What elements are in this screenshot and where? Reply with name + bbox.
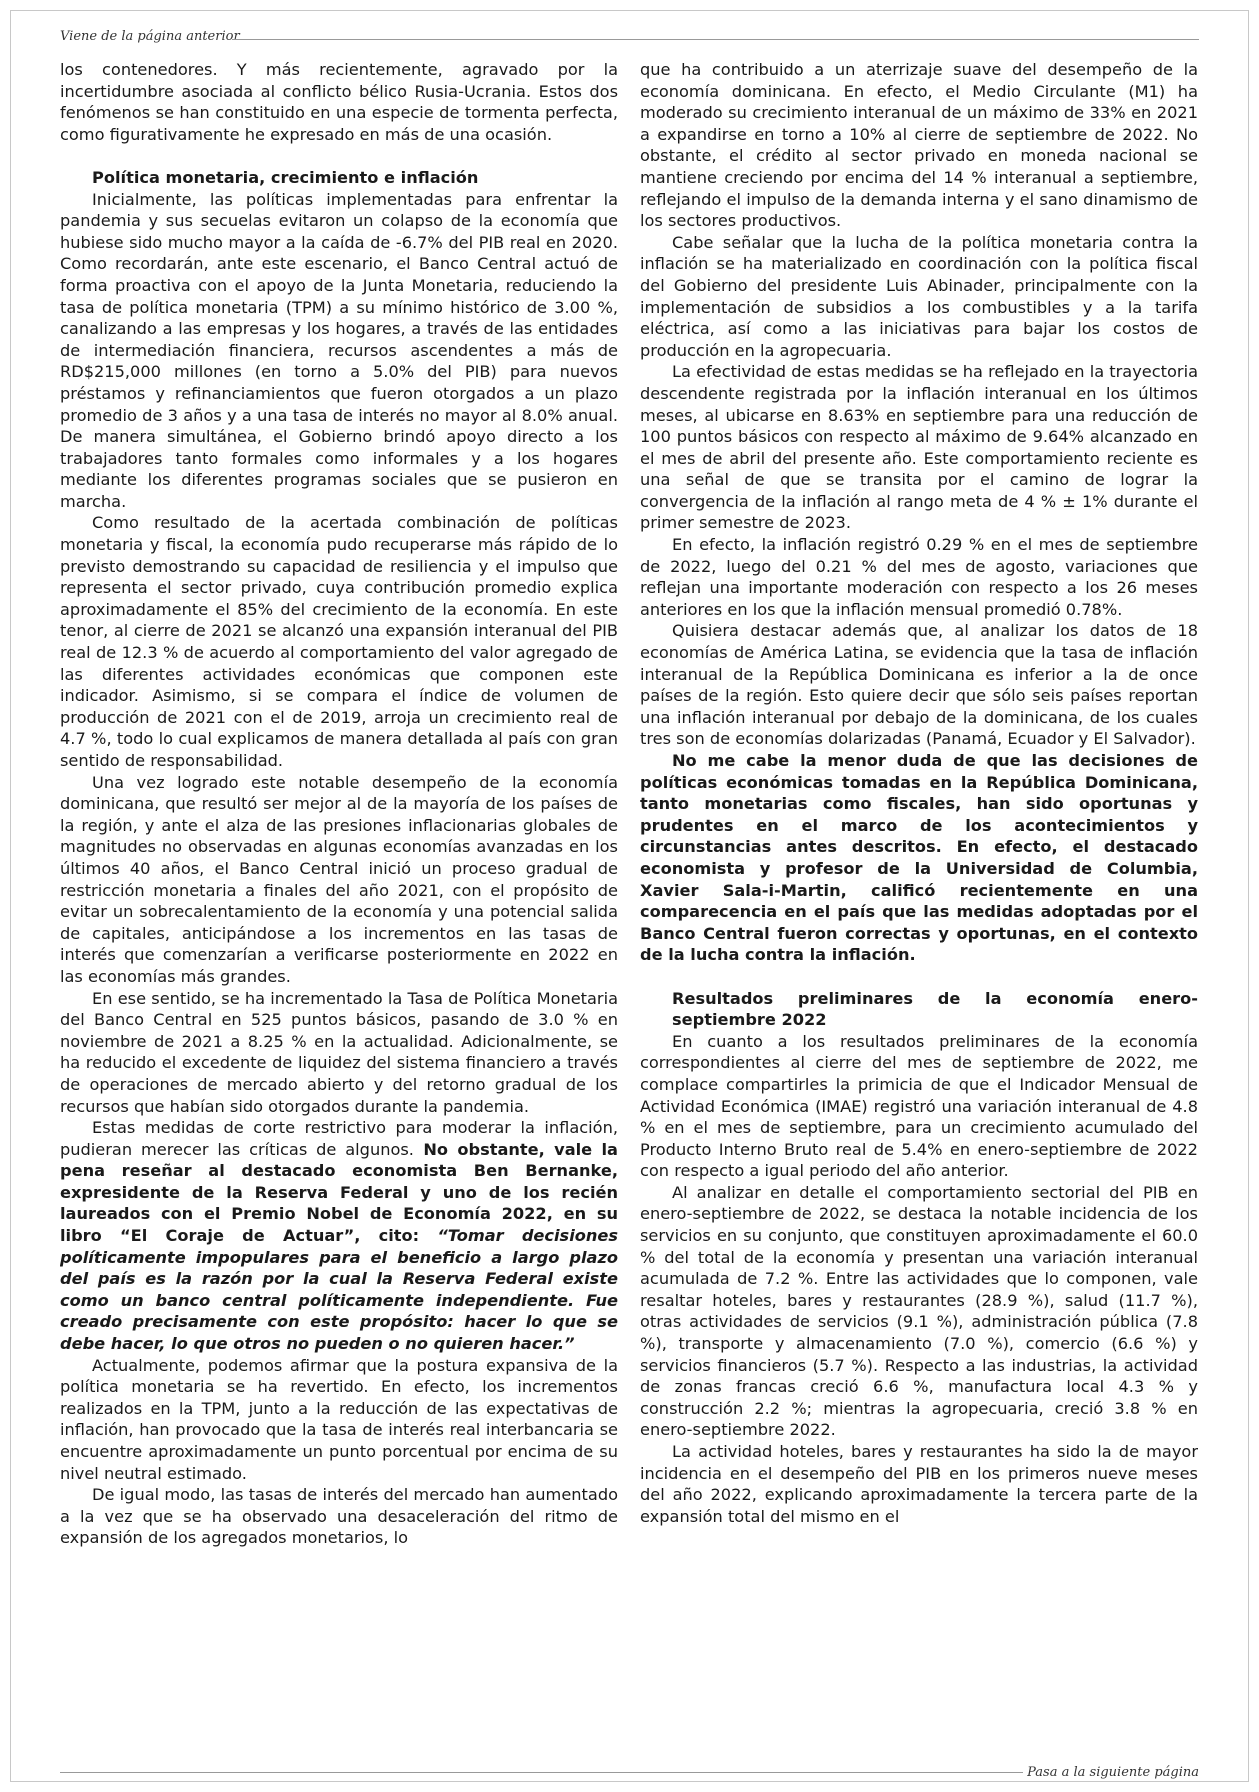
paragraph: Una vez logrado este notable desempeño de la economía dominicana, que resultó ser mejor al de la mayoría de los países de la región, y ante el alza de las presiones inflacionarias globales de magnitudes no observadas en algunas economías avanzadas en los últimos 40 años, el Banco Central inició un proceso gradual de restricción monetaria a finales del año 2021, con el propósito de evitar un sobrecalentamiento de la economía y una potencial salida de capitales, anticipándose a los incrementos en las tasas de interés que comenzarían a verificarse posteriormente en 2022 en las economías más grandes. xyxy=(60,772,618,986)
left-column xyxy=(60,59,618,1751)
continued-from-label: Viene de la página anterior xyxy=(60,29,240,44)
bold-text: No me cabe la menor duda de que las decisiones de políticas económicas tomadas en la República Dominicana, tanto monetarias como fiscales, han sido oportunas y prudentes en el marco de los acontecimientos y circunstancias antes descritos. En efecto, el destacado economista y profesor de la Universidad de Columbia, Xavier Sala-i-Martin, calificó recientemente en una comparecencia en el país que las medidas adoptadas por el Banco Central fueron correctas y oportunas, en el contexto de la lucha contra la inflación. xyxy=(640,751,1198,965)
footer-rule xyxy=(60,1772,1023,1773)
paragraph: Quisiera destacar además que, al analizar los datos de 18 economías de América Latina, se evidencia que la tasa de inflación interanual de la República Dominicana es inferior a la de once países de la región. Esto quiere decir que sólo seis países reportan una inflación interanual por debajo de la dominicana, de los cuales tres son de economías dolarizadas (Panamá, Ecuador y El Salvador). xyxy=(640,621,1198,749)
paragraph: En ese sentido, se ha incrementado la Tasa de Política Monetaria del Banco Central en 525 puntos básicos, pasando de 3.0 % en noviembre de 2021 a 8.25 % en la actualidad. Adicionalmente, se ha reducido el excedente de liquidez del sistema financiero a través de operaciones de mercado abierto y del retorno gradual de los recursos que habían sido otorgados durante la pandemia. xyxy=(60,988,618,1116)
paragraph: Actualmente, podemos afirmar que la postura expansiva de la política monetaria se ha revertido. En efecto, los incrementos realizados en la TPM, junto a la reducción de las expectativas de inflación, han provocado que la tasa de interés real interbancaria se encuentre aproximadamente un punto porcentual por encima de su nivel neutral estimado. xyxy=(60,1355,618,1483)
section-heading: Política monetaria, crecimiento e inflación xyxy=(92,167,479,187)
paragraph: Inicialmente, las políticas implementadas para enfrentar la pandemia y sus secuelas evitaron un colapso de la economía que hubiese sido mucho mayor a la caída de -6.7% del PIB real en 2020. Como recordarán, ante este escenario, el Banco Central actuó de forma proactiva con el apoyo de la Junta Monetaria, reduciendo la tasa de política monetaria (TPM) a su mínimo histórico de 3.00 %, canalizando a las empresas y los hogares, a través de las entidades de intermediación financiera, recursos ascendentes a más de RD$215,000 millones (en torno a 5.0% del PIB) para nuevos préstamos y refinanciamientos que fueron otorgados a un plazo promedio de 3 años y a una tasa de interés no mayor al 8.0% anual. De manera simultánea, el Gobierno brindó apoyo directo a los trabajadores tanto formales como informales y a los hogares mediante los diferentes programas sociales que se pusieron en marcha. xyxy=(60,189,618,511)
paragraph: De igual modo, las tasas de interés del mercado han aumentado a la vez que se ha observado una desaceleración del ritmo de expansión de los agregados monetarios, lo xyxy=(60,1485,618,1548)
bold-text: No obstante, vale la pena reseñar al destacado economista Ben Bernanke, expresidente de la Reserva Federal y uno de los recién laureados con el Premio Nobel de Economía 2022, en su libro “El Coraje de Actuar”, cito: xyxy=(60,1139,618,1246)
paragraph: que ha contribuido a un aterrizaje suave del desempeño de la economía dominicana. En efecto, el Medio Circulante (M1) ha moderado su crecimiento interanual de un máximo de 33% en 2021 a expandirse en torno a 10% al cierre de septiembre de 2022. No obstante, el crédito al sector privado en moneda nacional se mantiene creciendo por encima del 14 % interanual a septiembre, reflejando el impulso de la demanda interna y el sano dinamismo de los sectores productivos. xyxy=(640,60,1198,231)
quote-text: “Tomar decisiones políticamente impopulares para el beneficio a largo plazo del país es la razón por la cual la Reserva Federal existe como un banco central políticamente independiente. Fue creado precisamente con este propósito: hacer lo que se debe hacer, lo que otros no pueden o no quieren hacer.” xyxy=(60,1226,618,1354)
paragraph: Como resultado de la acertada combinación de políticas monetaria y fiscal, la economía pudo recuperarse más rápido de lo previsto demostrando su capacidad de resiliencia y el impulso que representa el sector privado, cuya contribución promedio explica aproximadamente el 85% del crecimiento de la economía. En este tenor, al cierre de 2021 se alcanzó una expansión interanual del PIB real de 12.3 % de acuerdo al comportamiento del valor agregado de las diferentes actividades económicas que componen este indicador. Asimismo, si se compara el índice de volumen de producción de 2021 con el de 2019, arroja un crecimiento real de 4.7 %, todo lo cual explicamos de manera detallada al país con gran sentido de responsabilidad. xyxy=(60,513,618,770)
paragraph: Al analizar en detalle el comportamiento sectorial del PIB en enero-septiembre de 2022, se destaca la notable incidencia de los servicios en su conjunto, que constituyen aproximadamente el 60.0 % del total de la economía y presentan una variación interanual acumulada de 7.2 %. Entre las actividades que lo componen, vale resaltar hoteles, bares y restaurantes (28.9 %), salud (11.7 %), otras actividades de servicios (9.1 %), administración pública (7.8 %), transporte y almacenamiento (7.0 %), comercio (6.6 %) y servicios financieros (5.7 %). Respecto a las industrias, la actividad de zonas francas creció 6.6 %, manufactura local 4.3 % y construcción 2.2 %; mientras la agropecuaria, creció 3.8 % en enero-septiembre 2022. xyxy=(640,1182,1198,1440)
paragraph-text: Estas medidas de corte restrictivo para moderar la inflación, pudieran merecer las críticas de algunos. xyxy=(60,1118,618,1159)
bold-paragraph xyxy=(640,750,1198,966)
paragraph: los contenedores. Y más recientemente, agravado por la incertidumbre asociada al conflicto bélico Rusia-Ucrania. Estos dos fenómenos se han constituido en una especie de tormenta perfecta, como figurativamente he expresado en más de una ocasión. xyxy=(60,60,618,144)
paragraph: Cabe señalar que la lucha de la política monetaria contra la inflación se ha materializado en coordinación con la política fiscal del Gobierno del presidente Luis Abinader, principalmente con la implementación de subsidios a los combustibles y a la tarifa eléctrica, así como a las iniciativas para bajar los costos de producción en la agropecuaria. xyxy=(640,232,1198,360)
paragraph: La efectividad de estas medidas se ha reflejado en la trayectoria descendente registrada por la inflación interanual en los últimos meses, al ubicarse en 8.63% en septiembre para una reducción de 100 puntos básicos con respecto al máximo de 9.64% alcanzado en el mes de abril del presente año. Este comportamiento reciente es una señal de que se transita por el camino de lograr la convergencia de la inflación al rango meta de 4 % ± 1% durante el primer semestre de 2023. xyxy=(640,362,1198,533)
spacer xyxy=(60,145,618,167)
paragraph: En cuanto a los resultados preliminares de la economía correspondientes al cierre del mes de septiembre de 2022, me complace compartirles la primicia de que el Indicador Mensual de Actividad Económica (IMAE) registró una variación interanual de 4.8 % en el mes de septiembre, para un crecimiento acumulado del Producto Interno Bruto real de 5.4% en enero-septiembre de 2022 con respecto a igual periodo del año anterior. xyxy=(640,1031,1198,1181)
continued-to-label: Pasa a la siguiente página xyxy=(1027,1765,1199,1780)
paragraph: En efecto, la inflación registró 0.29 % en el mes de septiembre de 2022, luego del 0.21 % del mes de agosto, variaciones que reflejan una importante moderación con respecto a los 26 meses anteriores en los que la inflación mensual promedió 0.78%. xyxy=(640,535,1198,619)
right-column xyxy=(640,59,1198,1751)
paragraph: La actividad hoteles, bares y restaurantes ha sido la de mayor incidencia en el desempeño del PIB en los primeros nueve meses del año 2022, explicando aproximadamente la tercera parte de la expansión total del mismo en el xyxy=(640,1442,1198,1526)
section-heading: Resultados preliminares de la economía enero-septiembre 2022 xyxy=(672,988,1198,1030)
header-rule xyxy=(232,39,1199,40)
paragraph-with-quote xyxy=(60,1117,618,1355)
spacer xyxy=(640,966,1198,988)
